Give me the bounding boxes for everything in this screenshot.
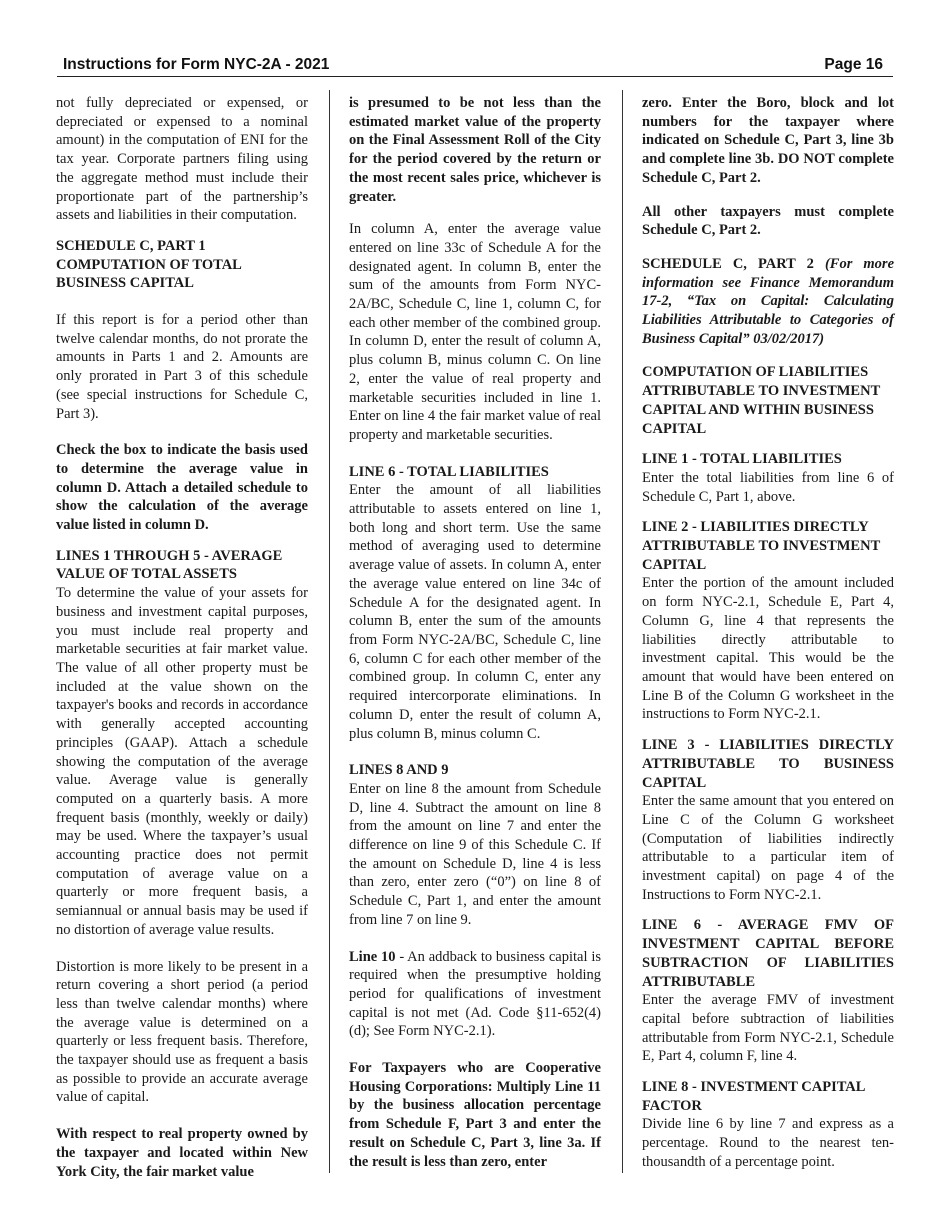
section	[56, 547, 308, 940]
memo-reference: (For more information see Finance Memorandum 17-2, “Tax on Capital: Calculating Liabilities Attributable to Categories of Business Capital” 03/02/2017)	[642, 255, 895, 347]
paragraph: Enter the total liabilities from line 6 of Schedule C, Part 1, above.	[642, 469, 894, 505]
paragraph: not fully depreciated or expensed, or depreciated or expensed to a nominal amount) in the computation of ENI for the tax year. Corporate partners filing using the aggregate method must include their proportionate part of the partnership’s assets and liabilities in their computation.	[56, 95, 308, 224]
column-middle	[349, 94, 601, 1183]
bold-paragraph: For Taxpayers who are Cooperative Housing Corporations: Multiply Line 11 by the business allocation percentage from Schedule F, Part 3 and enter the result on Schedule C, Part 3, line 3a. If the result is less than zero, enter	[349, 1060, 601, 1170]
form-title: Instructions for Form NYC-2A - 2021	[63, 56, 330, 73]
paragraph: If this report is for a period other than twelve calendar months, do not prorate the amounts in Parts 1 and 2. Amounts are only prorated in Part 3 of this schedule (see special instructions for Schedule C, Part 3).	[56, 312, 308, 422]
section-heading: SCHEDULE C, PART 1	[56, 237, 206, 254]
section-heading: LINES 8 AND 9	[349, 762, 449, 779]
paragraph: Enter the same amount that you entered on Line C of the Column G worksheet (Computation of liabilities indirectly attributable to a particular item of investment capital) on page 4 of the Instructions to Form NYC-2.1.	[642, 793, 894, 903]
bold-paragraph: zero. Enter the Boro, block and lot numbers for the taxpayer where indicated on Schedule C, Part 3, line 3b and complete line 3b. DO NOT complete Schedule C, Part 2.	[642, 95, 894, 186]
paragraph: Enter the amount of all liabilities attributable to assets entered on line 1, both long and short term. Use the same method of averaging used to determine average value of assets. In column A, enter the average value entered on line 34c of Schedule A for the designated agent. In column B, enter the sum of the amounts from Form NYC-2A/BC, Schedule C, line 6, column C for each other member of the combined group. In column C, enter any required intercorporate eliminations. In column D, enter the result of column A, plus column B, minus column C.	[349, 482, 601, 742]
section-heading: COMPUTATION OF LIABILITIES ATTRIBUTABLE TO INVESTMENT CAPITAL AND WITHIN BUSINESS CAPITAL	[642, 364, 880, 437]
section-heading: SCHEDULE C, PART 2	[642, 255, 814, 272]
bold-paragraph: All other taxpayers must complete Schedule C, Part 2.	[642, 203, 894, 239]
paragraph-text: - An addback to business capital is required when the presumptive holding period for qualifications of investment capital is not met (Ad. Code §11-652(4)(d); See Form NYC-2.1).	[349, 948, 601, 1040]
paragraph: Enter the portion of the amount included on form NYC-2.1, Schedule E, Part 4, Column G, line 4 that represents the liabilities directly attributable to investment capital. This would be the amount that would have been entered on Line B of the Column G worksheet in the instructions to Form NYC-2.1.	[642, 575, 894, 723]
section	[642, 1078, 894, 1172]
section-heading: LINE 6 - TOTAL LIABILITIES	[349, 463, 549, 480]
paragraph	[349, 948, 601, 1042]
column-divider	[622, 90, 623, 1173]
bold-paragraph: With respect to real property owned by the taxpayer and located within New York City, the fair market value	[56, 1126, 308, 1180]
paragraph: Divide line 6 by line 7 and express as a percentage. Round to the nearest ten-thousandth of a percentage point.	[642, 1116, 894, 1170]
section	[642, 736, 894, 904]
column-divider	[329, 90, 330, 1173]
paragraph: Distortion is more likely to be present in a return covering a short period (a period less than twelve calendar months) where the average value is determined on a quarterly or less frequent basis. Therefore, the taxpayer should use as frequent a basis as possible to provide an accurate average value of capital.	[56, 958, 308, 1106]
paragraph: In column A, enter the average value entered on line 33c of Schedule A for the designated agent. In column B, enter the sum of the amounts from Form NYC-2A/BC, Schedule C, line 1, column C, for each other member of the combined group. In column D, enter the result of column A, plus column B, minus column C. On line 2, enter the value of real property and marketable securities included in line 1. Enter on line 4 the fair market value of real property and marketable securities.	[349, 221, 601, 443]
section	[642, 518, 894, 724]
section-heading: LINE 1 - TOTAL LIABILITIES	[642, 451, 842, 468]
column-right	[642, 94, 894, 1184]
column-left	[56, 94, 308, 1193]
section	[349, 761, 601, 929]
paragraph: Enter on line 8 the amount from Schedule D, line 4. Subtract the amount on line 8 from the amount on line 7 and enter the difference on line 9 of this Schedule C. If the amount on Schedule D, line 4 is less than zero, enter zero (“0”) on line 8 of Schedule C, Part 1, and enter the amount from line 7 on line 9.	[349, 780, 601, 928]
section	[642, 450, 894, 506]
section	[56, 237, 308, 293]
section	[349, 463, 601, 744]
paragraph: To determine the value of your assets for business and investment capital purposes, you must include real property and marketable securities at fair market value. The value of all other property must be included at the value shown on the taxpayer's books and records in accordance with generally accepted accounting principles (GAAP). Attach a schedule showing the computation of the average value. Average value is generally computed on a quarterly basis. A more frequent basis (monthly, weekly or daily) may be used. Where the taxpayer’s usual accounting practice does not permit computation of average value on a quarterly or more frequent basis, a semiannual or annual basis may be used if no distortion of average value results.	[56, 585, 308, 938]
section-heading: COMPUTATION OF TOTAL BUSINESS CAPITAL	[56, 256, 242, 292]
page-header	[57, 56, 893, 77]
paragraph: Enter the average FMV of investment capital before subtraction of liabilities attributable from Form NYC-2.1, Schedule E, Part 4, column F, line 4.	[642, 992, 894, 1065]
section	[642, 916, 894, 1066]
bold-paragraph: is presumed to be not less than the estimated market value of the property on the Final Assessment Roll of the City for the period covered by the return or the most recent sales price, whichever is greater.	[349, 95, 601, 205]
section-heading: LINE 6 - AVERAGE FMV OF INVESTMENT CAPITAL BEFORE SUBTRACTION OF LIABILITIES ATTRIBUTABLE	[642, 917, 894, 990]
section-heading: LINES 1 THROUGH 5 - AVERAGE VALUE OF TOTAL ASSETS	[56, 547, 283, 583]
section-heading: LINE 8 - INVESTMENT CAPITAL FACTOR	[642, 1079, 865, 1114]
bold-paragraph: Check the box to indicate the basis used to determine the average value in column D. Attach a detailed schedule to show the calculation of the average value listed in column D.	[56, 442, 308, 534]
line-label: Line 10	[349, 948, 396, 965]
paragraph	[642, 255, 894, 349]
section-heading: LINE 2 - LIABILITIES DIRECTLY ATTRIBUTABLE TO INVESTMENT CAPITAL	[642, 519, 880, 573]
section-heading: LINE 3 - LIABILITIES DIRECTLY ATTRIBUTABLE TO BUSINESS CAPITAL	[642, 737, 894, 791]
page-number: Page 16	[824, 56, 883, 73]
